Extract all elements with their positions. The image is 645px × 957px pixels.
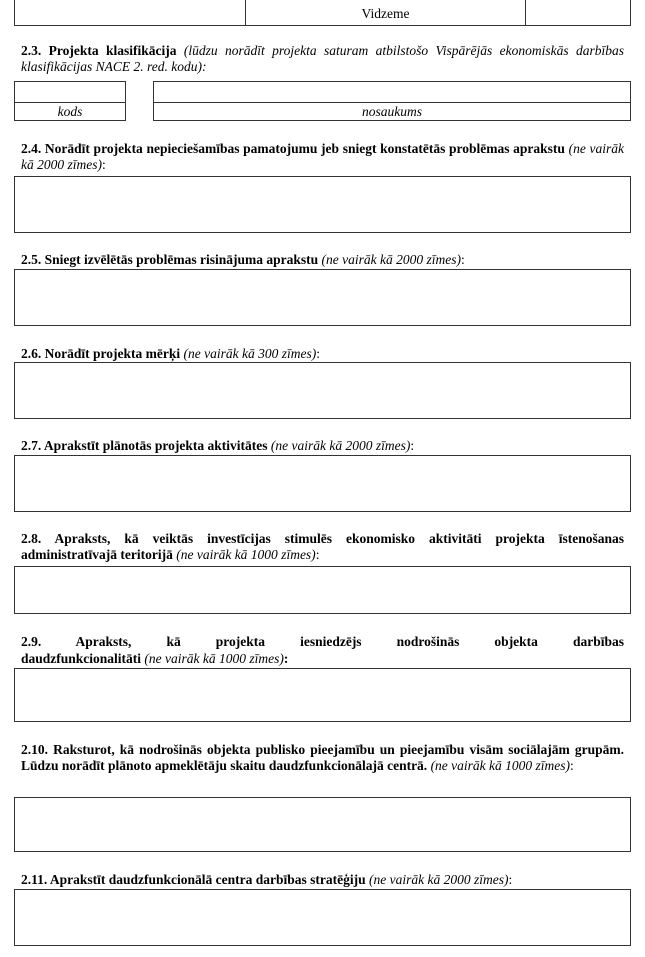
section-2-9-colon: :: [283, 651, 289, 666]
section-2-8-title: 2.8. Apraksts, kā veiktās investīcijas stimulēs ekonomisko aktivitāti projekta īstenošanas administratīvajā teritorijā: [21, 531, 624, 563]
region-row-value-cell: [245, 0, 526, 26]
section-2-3-title: Projekta klasifikācija: [48, 43, 177, 58]
section-2-10-title: 2.10. Raksturot, kā nodrošinās objekta publisko pieejamību un pieejamību visām sociālajām grupām. Lūdzu norādīt plānoto apmeklētāju skaitu daudzfunkcionālajā centrā.: [21, 742, 624, 774]
section-2-6-label: [21, 346, 624, 362]
nace-name-caption: [153, 102, 631, 121]
section-2-3-number: 2.3.: [21, 43, 42, 58]
section-2-3-label: [21, 43, 624, 76]
section-2-9-label-line1: [21, 634, 624, 650]
section-2-5-limit: (ne vairāk kā 2000 zīmes): [321, 252, 461, 267]
section-2-7-title: 2.7. Aprakstīt plānotās projekta aktivitātes: [21, 438, 268, 453]
section-2-6-title: 2.6. Norādīt projekta mērķi: [21, 346, 181, 361]
nace-code-caption: [14, 102, 126, 121]
section-2-4-label: [21, 141, 624, 174]
section-2-8-label: [21, 531, 624, 564]
nace-name-label: nosaukums: [362, 104, 422, 119]
section-2-4-title: 2.4. Norādīt projekta nepieciešamības pamatojumu jeb sniegt konstatētās problēmas aprakstu: [21, 141, 565, 156]
section-2-11-label: [21, 872, 624, 888]
section-2-5-label: [21, 252, 624, 268]
section-2-10-colon: :: [570, 758, 574, 774]
section-2-7-limit: (ne vairāk kā 2000 zīmes): [270, 438, 411, 453]
section-2-4-textarea[interactable]: [14, 176, 631, 233]
section-2-9-title-line1: 2.9. Apraksts, kā projekta iesniedzējs nodrošinās objekta darbības: [21, 634, 624, 649]
section-2-6-textarea[interactable]: [14, 362, 631, 419]
region-row-left-cell: [14, 0, 246, 26]
nace-code-label: kods: [57, 104, 83, 119]
section-2-7-label: [21, 438, 624, 454]
section-2-7-colon: :: [410, 438, 415, 453]
section-2-5-title: 2.5. Sniegt izvēlētās problēmas risinājuma aprakstu: [21, 252, 319, 267]
region-row-right-cell: [525, 0, 631, 26]
section-2-11-limit: (ne vairāk kā 2000 zīmes): [369, 872, 509, 887]
section-2-4-limit: (ne vairāk kā 2000 zīmes): [21, 141, 624, 173]
section-2-3-hint: (lūdzu norādīt projekta saturam atbilstošo Vispārējās ekonomiskās darbības klasifikācijas NACE 2. red. kodu):: [21, 43, 624, 75]
section-2-9-label-line2: [21, 651, 624, 667]
region-value: Vidzeme: [361, 6, 410, 21]
section-2-9-textarea[interactable]: [14, 668, 631, 722]
section-2-10-limit: (ne vairāk kā 1000 zīmes): [430, 758, 571, 774]
section-2-6-limit: (ne vairāk kā 300 zīmes): [183, 346, 317, 361]
section-2-9-title-line2: daudzfunkcionalitāti: [21, 651, 142, 666]
section-2-11-textarea[interactable]: [14, 889, 631, 946]
section-2-5-colon: :: [460, 252, 465, 267]
section-2-4-colon: :: [102, 157, 106, 173]
section-2-11-title: 2.11. Aprakstīt daudzfunkcionālā centra darbības stratēģiju: [21, 872, 366, 887]
section-2-10-textarea[interactable]: [14, 797, 631, 852]
section-2-8-limit: (ne vairāk kā 1000 zīmes): [176, 547, 316, 563]
section-2-9-limit: (ne vairāk kā 1000 zīmes): [144, 651, 284, 666]
nace-name-field[interactable]: [153, 81, 631, 103]
section-2-10-label: [21, 742, 624, 775]
section-2-8-colon: :: [315, 547, 320, 563]
section-2-8-textarea[interactable]: [14, 566, 631, 614]
section-2-5-textarea[interactable]: [14, 269, 631, 326]
nace-code-field[interactable]: [14, 81, 126, 103]
section-2-7-textarea[interactable]: [14, 455, 631, 512]
section-2-11-colon: :: [508, 872, 513, 887]
section-2-6-colon: :: [316, 346, 320, 361]
